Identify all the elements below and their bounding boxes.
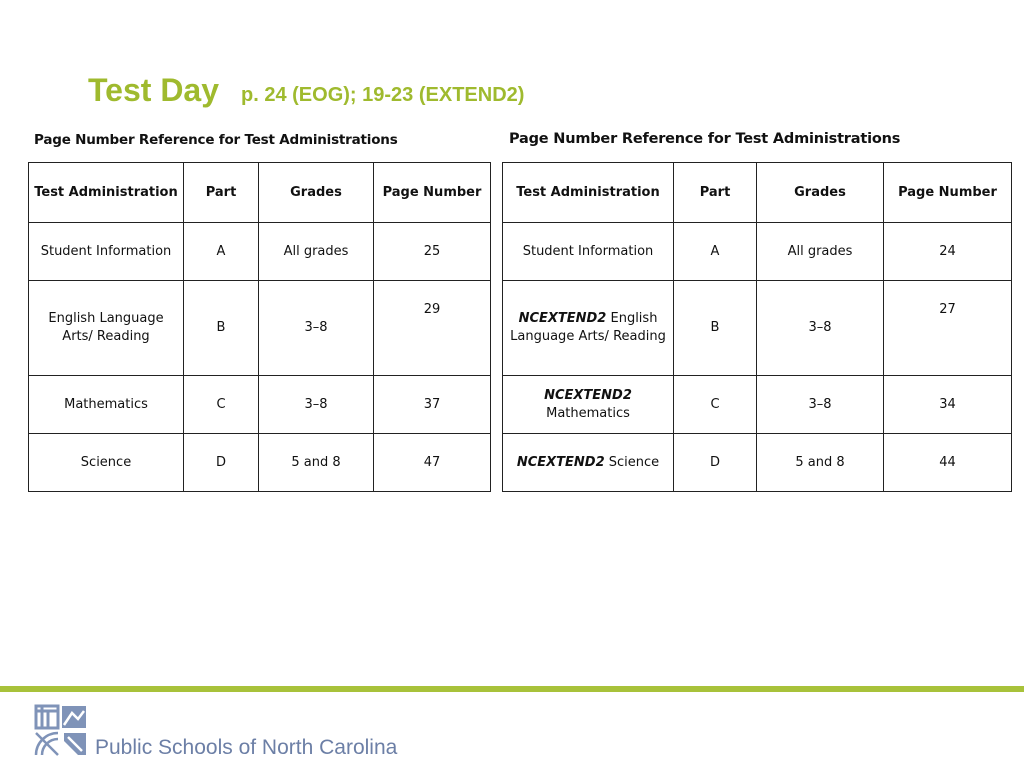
cell-page: 44	[884, 434, 1012, 492]
admin-text: English Language Arts/ Reading	[510, 311, 666, 344]
header-test-administration: Test Administration	[503, 163, 674, 223]
extend2-reference-block	[502, 131, 1011, 492]
cell-grades: 3–8	[757, 281, 884, 376]
cell-page: 47	[374, 434, 491, 492]
header-part: Part	[674, 163, 757, 223]
admin-text: Student Information	[522, 243, 654, 259]
admin-text: Mathematics	[546, 405, 630, 421]
table-row	[29, 281, 491, 376]
cell-grades: 5 and 8	[259, 434, 374, 492]
cell-admin	[503, 434, 674, 492]
cell-grades: 3–8	[259, 281, 374, 376]
slide-title	[88, 72, 524, 109]
eog-reference-block	[28, 132, 490, 492]
title-subtitle: p. 24 (EOG); 19-23 (EXTEND2)	[241, 84, 525, 106]
cell-part: B	[184, 281, 259, 376]
admin-prefix: NCEXTEND2	[544, 387, 632, 403]
eog-reference-table	[28, 162, 491, 492]
cell-part: A	[184, 223, 259, 281]
cell-part: B	[674, 281, 757, 376]
eog-table-caption: Page Number Reference for Test Administrations	[34, 132, 398, 148]
table-row	[29, 223, 491, 281]
cell-admin	[503, 281, 674, 376]
table-row	[29, 376, 491, 434]
table-row	[503, 281, 1012, 376]
cell-grades: 3–8	[757, 376, 884, 434]
cell-part: C	[674, 376, 757, 434]
table-row	[503, 376, 1012, 434]
table-header-row	[29, 163, 491, 223]
table-header-row	[503, 163, 1012, 223]
cell-admin: English Language Arts/ Reading	[29, 281, 184, 376]
cell-page: 25	[374, 223, 491, 281]
header-grades: Grades	[259, 163, 374, 223]
table-row	[503, 434, 1012, 492]
extend2-table-caption: Page Number Reference for Test Administrations	[509, 131, 901, 147]
admin-prefix: NCEXTEND2	[518, 311, 607, 327]
header-page-number: Page Number	[884, 163, 1012, 223]
cell-part: D	[674, 434, 757, 492]
header-page-number: Page Number	[374, 163, 491, 223]
cell-grades: 5 and 8	[757, 434, 884, 492]
cell-page: 24	[884, 223, 1012, 281]
footer-org-name: Public Schools of North Carolina	[95, 736, 398, 759]
cell-admin	[503, 376, 674, 434]
extend2-reference-table	[502, 162, 1012, 492]
cell-part: D	[184, 434, 259, 492]
cell-page: 29	[374, 281, 491, 376]
cell-admin: Mathematics	[29, 376, 184, 434]
header-grades: Grades	[757, 163, 884, 223]
admin-prefix: NCEXTEND2	[516, 454, 605, 470]
cell-grades: All grades	[259, 223, 374, 281]
table-row	[29, 434, 491, 492]
cell-part: A	[674, 223, 757, 281]
cell-admin	[503, 223, 674, 281]
header-part: Part	[184, 163, 259, 223]
cell-page: 27	[884, 281, 1012, 376]
table-row	[503, 223, 1012, 281]
footer-divider-bar	[0, 686, 1024, 692]
cell-page: 37	[374, 376, 491, 434]
cell-page: 34	[884, 376, 1012, 434]
cell-part: C	[184, 376, 259, 434]
title-main: Test Day	[88, 72, 220, 108]
header-test-administration: Test Administration	[29, 163, 184, 223]
cell-admin: Student Information	[29, 223, 184, 281]
cell-admin: Science	[29, 434, 184, 492]
nc-dpi-logo-icon	[34, 703, 88, 759]
cell-grades: 3–8	[259, 376, 374, 434]
admin-text: Science	[604, 454, 660, 470]
cell-grades: All grades	[757, 223, 884, 281]
